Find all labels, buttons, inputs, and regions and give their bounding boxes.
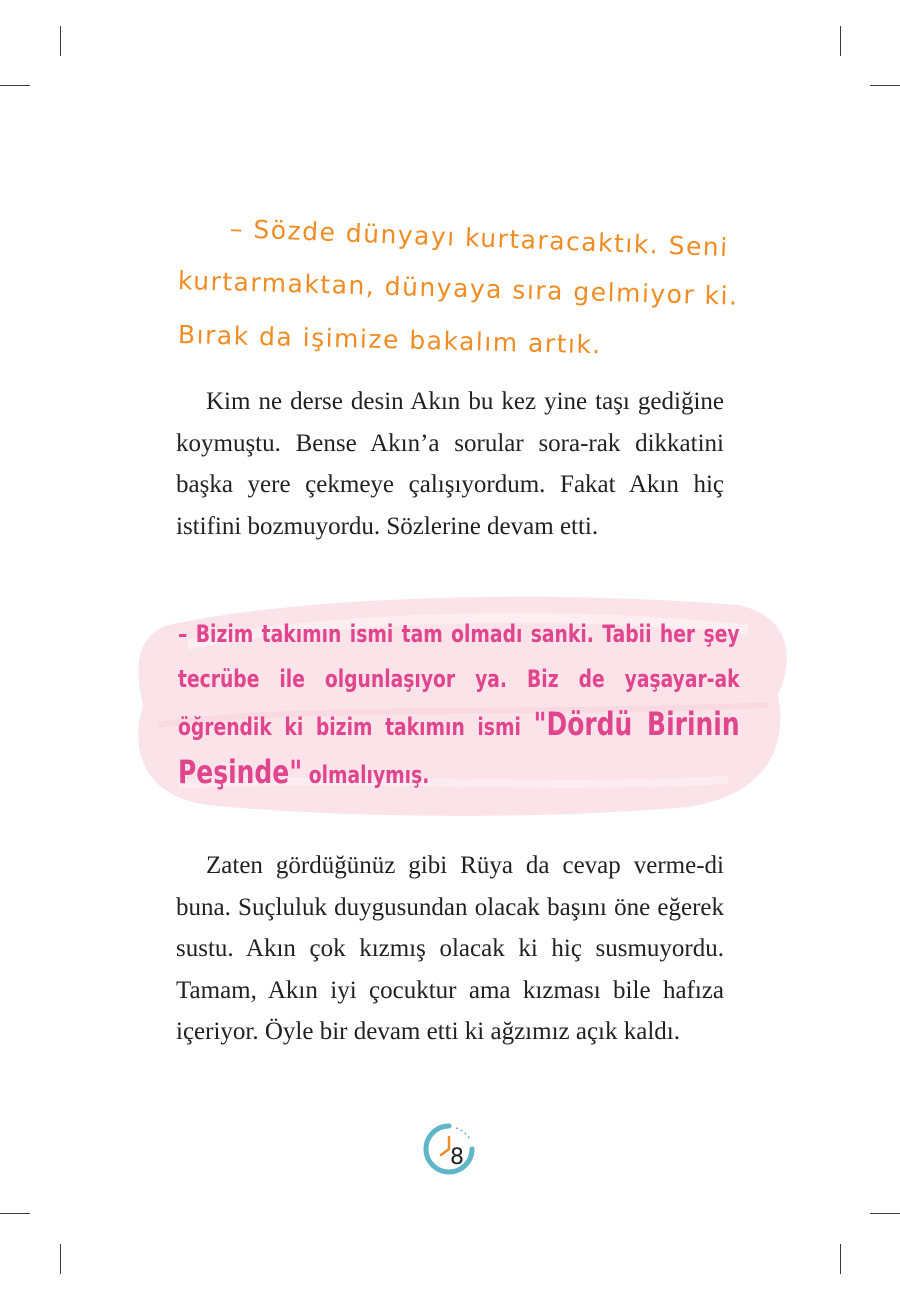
crop-mark (0, 85, 30, 86)
orange-dialogue-line: Bırak da işimize bakalım artık. (177, 320, 603, 360)
crop-mark (870, 85, 900, 86)
orange-dialogue-line: kurtarmaktan, dünyaya sıra gelmiyor ki. (177, 266, 739, 311)
clock-icon (420, 1120, 478, 1178)
crop-mark (840, 26, 841, 56)
crop-mark (840, 1244, 841, 1274)
orange-dialogue-line: – Sözde dünyayı kurtaracaktık. Seni (229, 214, 730, 263)
paragraph-text: Kim ne derse desin Akın bu kez yine taşı gediğine koymuştu. Bense Akın’a sorular sora-rak dikkatini başka yere çekmeye çalışıyordum. Fakat Akın hiç istifini bozmuyordu. Sözlerine devam etti. (176, 388, 724, 540)
team-name: "Dördü Birinin Peşinde" (178, 705, 740, 791)
crop-mark (60, 26, 61, 56)
orange-dialogue (178, 200, 758, 362)
pink-dialogue (178, 612, 740, 798)
page-number: 8 (450, 1145, 464, 1170)
body-paragraph (176, 845, 724, 1053)
paragraph-text: Zaten gördüğünüz gibi Rüya da cevap verme-di buna. Suçluluk duygusundan olacak başını öne eğerek sustu. Akın çok kızmış olacak ki hiç susmuyordu. Tamam, Akın iyi çocuktur ama kızması bile hafıza içeriyor. Öyle bir devam etti ki ağzımız açık kaldı. (176, 852, 724, 1045)
body-paragraph (176, 381, 724, 547)
crop-mark (870, 1213, 900, 1214)
pink-dialogue-ending: olmalıymış. (302, 761, 430, 789)
pink-dialogue-text: – Bizim takımın ismi tam olmadı sanki. Tabii her şey tecrübe ile olgunlaşıyor ya. Biz de yaşayar-ak öğrendik ki bizim takımın ismi (178, 620, 740, 741)
crop-mark (60, 1244, 61, 1274)
crop-mark (0, 1213, 30, 1214)
